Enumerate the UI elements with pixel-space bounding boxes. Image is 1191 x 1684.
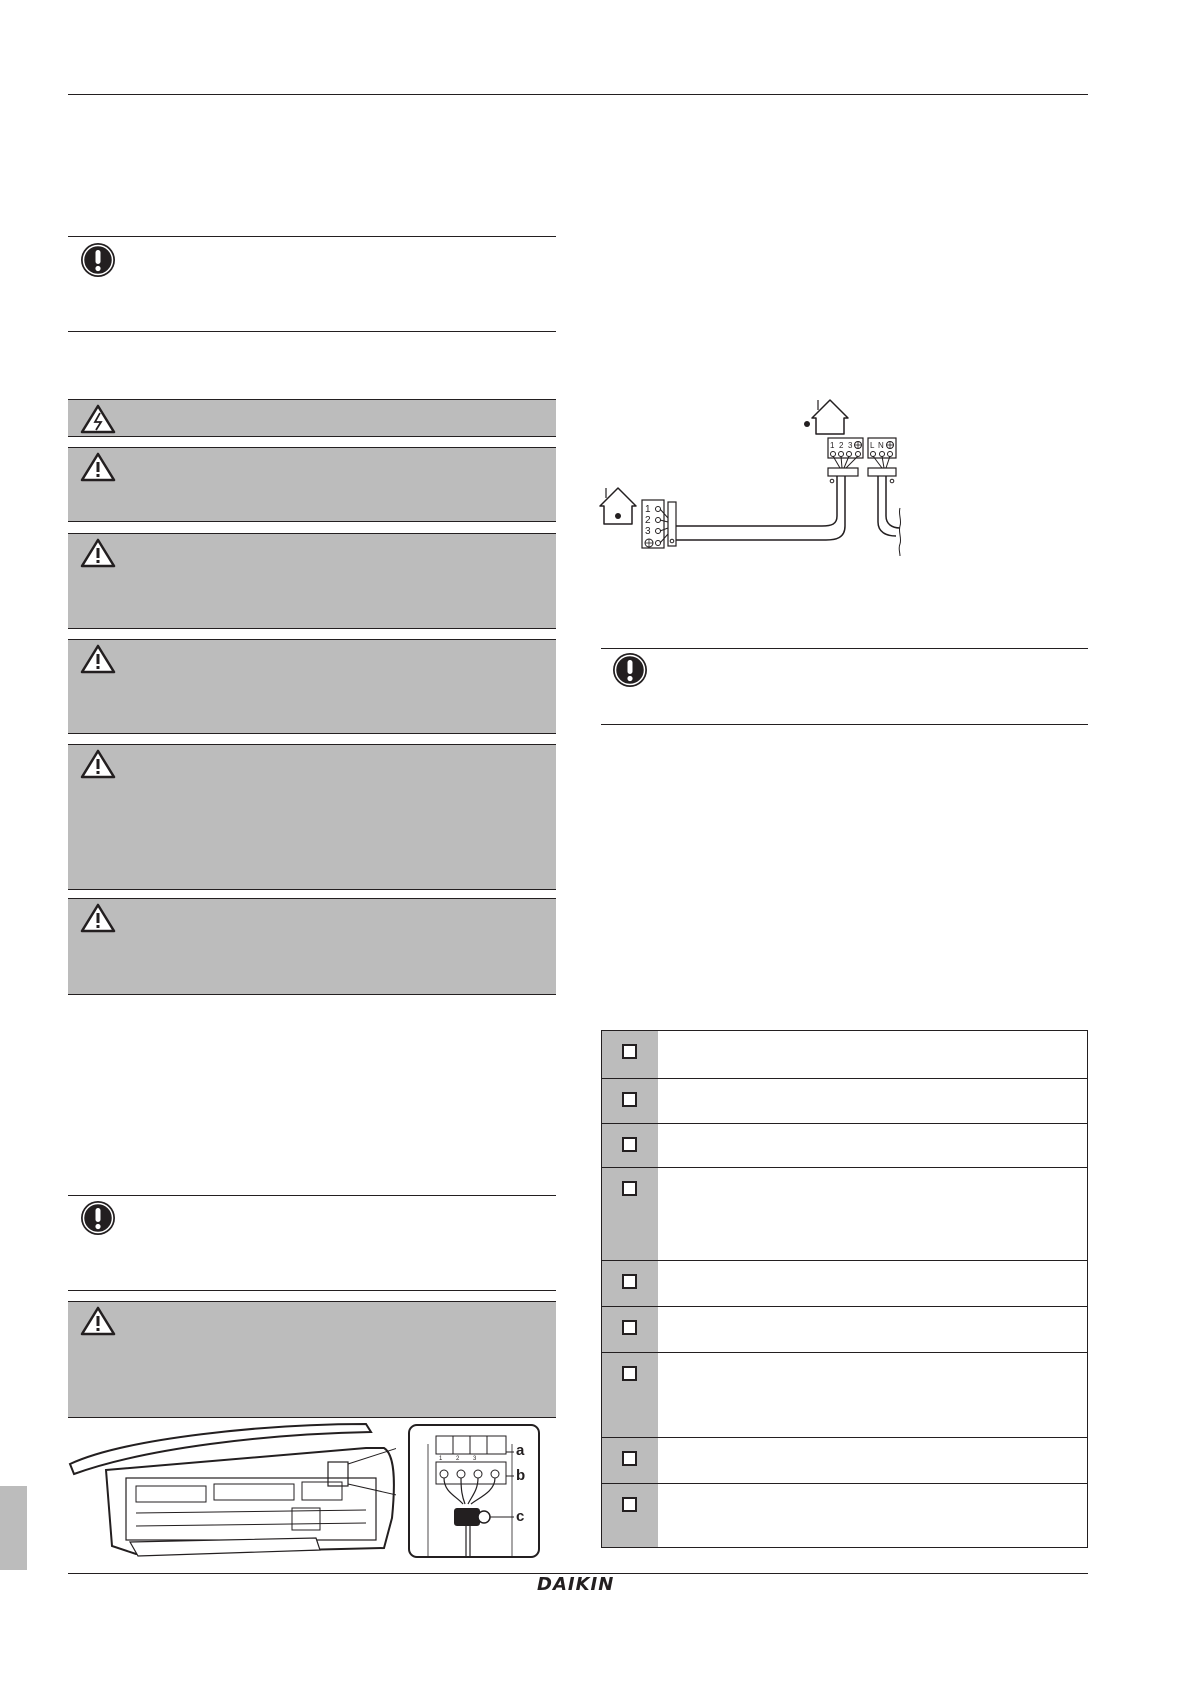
- notice-important-1: [68, 236, 556, 332]
- checkbox-icon[interactable]: [622, 1497, 637, 1512]
- power-terminal-n: N: [878, 441, 884, 450]
- notice-caution-electric: [68, 399, 556, 437]
- checkbox-icon[interactable]: [622, 1320, 637, 1335]
- daikin-logo: DAIKIN: [537, 1574, 615, 1595]
- indoor-unit-house-icon: [600, 488, 636, 524]
- detail-terminal-label-3: 3: [473, 1456, 477, 1462]
- notice-caution-4: [68, 744, 556, 890]
- notice-important-3: [601, 648, 1088, 725]
- indoor-terminal-3: 3: [645, 526, 651, 537]
- checklist-row: [602, 1031, 1087, 1079]
- warning-triangle-icon: [80, 1306, 116, 1336]
- warning-triangle-icon: [80, 644, 116, 674]
- outdoor-terminal-1: 1: [830, 441, 835, 450]
- checklist-row: [602, 1079, 1087, 1124]
- electric-shock-icon: [80, 404, 116, 434]
- terminal-detail-illustration: [408, 1424, 540, 1558]
- detail-label-c: c: [516, 1508, 525, 1525]
- indoor-unit-illustration: [66, 1418, 396, 1558]
- chapter-side-tab: [0, 1486, 27, 1570]
- detail-terminal-label-1: 1: [439, 1456, 443, 1462]
- exclamation-circle-icon: [80, 242, 116, 278]
- checklist-row: [602, 1124, 1087, 1168]
- checklist-table: [601, 1030, 1088, 1548]
- indoor-terminal-1: 1: [645, 504, 651, 515]
- warning-triangle-icon: [80, 538, 116, 568]
- checkbox-icon[interactable]: [622, 1181, 637, 1196]
- outdoor-terminal-2: 2: [839, 441, 844, 450]
- notice-caution-6: [68, 1301, 556, 1418]
- warning-triangle-icon: [80, 749, 116, 779]
- notice-caution-1: [68, 447, 556, 522]
- checkbox-icon[interactable]: [622, 1274, 637, 1289]
- indoor-terminal-2: 2: [645, 515, 651, 526]
- notice-important-2: [68, 1195, 556, 1291]
- exclamation-circle-icon: [80, 1200, 116, 1236]
- header-rule: [68, 94, 1088, 95]
- notice-caution-3: [68, 639, 556, 734]
- detail-label-b: b: [516, 1467, 526, 1484]
- notice-caution-2: [68, 533, 556, 629]
- checkbox-icon[interactable]: [622, 1044, 637, 1059]
- detail-terminal-label-2: 2: [456, 1456, 460, 1462]
- warning-triangle-icon: [80, 452, 116, 482]
- checklist-row: [602, 1261, 1087, 1307]
- checklist-row: [602, 1353, 1087, 1438]
- checkbox-icon[interactable]: [622, 1451, 637, 1466]
- outdoor-terminal-3: 3: [848, 441, 853, 450]
- checkbox-icon[interactable]: [622, 1366, 637, 1381]
- notice-caution-5: [68, 898, 556, 995]
- detail-label-a: a: [516, 1442, 525, 1459]
- warning-triangle-icon: [80, 903, 116, 933]
- wiring-diagram: [596, 398, 916, 556]
- exclamation-circle-icon: [612, 652, 648, 688]
- checkbox-icon[interactable]: [622, 1092, 637, 1107]
- checkbox-icon[interactable]: [622, 1137, 637, 1152]
- outdoor-unit-house-icon: [804, 400, 848, 434]
- checklist-row: [602, 1168, 1087, 1261]
- checklist-row: [602, 1438, 1087, 1484]
- checklist-row: [602, 1484, 1087, 1547]
- checklist-row: [602, 1307, 1087, 1353]
- power-terminal-l: L: [870, 441, 875, 450]
